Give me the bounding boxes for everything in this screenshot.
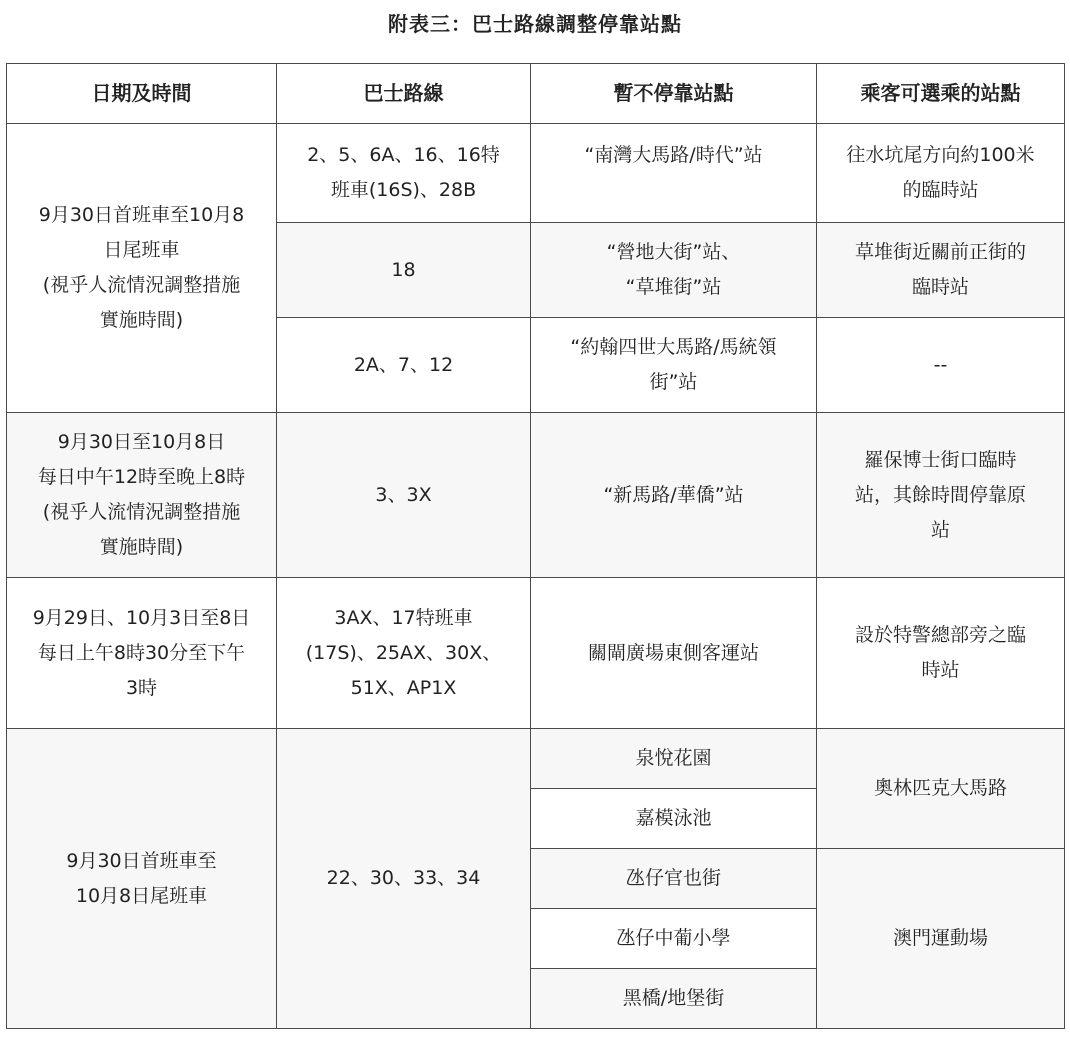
table-row xyxy=(7,124,1065,223)
routes-cell: 18 xyxy=(277,223,531,318)
skip-stop-cell: 泉悅花園 xyxy=(531,729,817,789)
skip-stop-cell: “約翰四世大馬路/馬統領 街”站 xyxy=(531,318,817,413)
skip-stop-cell: “新馬路/華僑”站 xyxy=(531,413,817,578)
skip-stop-cell: 嘉模泳池 xyxy=(531,789,817,849)
routes-cell: 2、5、6A、16、16特 班車(16S)、28B xyxy=(277,124,531,223)
alt-stop-cell: 往水坑尾方向約100米 的臨時站 xyxy=(817,124,1065,223)
header-row xyxy=(7,64,1065,124)
table-title: 附表三：巴士路線調整停靠站點 xyxy=(388,12,682,36)
routes-cell: 3、3X xyxy=(277,413,531,578)
header-date: 日期及時間 xyxy=(7,64,277,124)
alt-stop-cell: 羅保博士街口臨時 站，其餘時間停靠原 站 xyxy=(817,413,1065,578)
routes-cell: 3AX、17特班車 (17S)、25AX、30X、 51X、AP1X xyxy=(277,578,531,729)
date-cell: 9月30日首班車至 10月8日尾班車 xyxy=(7,729,277,1029)
skip-stop-cell: “營地大街”站、 “草堆街”站 xyxy=(531,223,817,318)
header-skip-stops: 暫不停靠站點 xyxy=(531,64,817,124)
table-row xyxy=(7,729,1065,789)
skip-stop-cell: 氹仔中葡小學 xyxy=(531,909,817,969)
date-cell: 9月30日至10月8日 每日中午12時至晚上8時 (視乎人流情況調整措施 實施時間) xyxy=(7,413,277,578)
skip-stop-cell: 黑橋/地堡街 xyxy=(531,969,817,1029)
alt-stop-cell: -- xyxy=(817,318,1065,413)
routes-cell: 22、30、33、34 xyxy=(277,729,531,1029)
table-row xyxy=(7,578,1065,729)
date-cell: 9月30日首班車至10月8 日尾班車 (視乎人流情況調整措施 實施時間) xyxy=(7,124,277,413)
routes-cell: 2A、7、12 xyxy=(277,318,531,413)
table-row xyxy=(7,413,1065,578)
alt-stop-cell: 草堆街近關前正街的 臨時站 xyxy=(817,223,1065,318)
alt-stop-cell: 澳門運動場 xyxy=(817,849,1065,1029)
header-routes: 巴士路線 xyxy=(277,64,531,124)
skip-stop-cell: 關閘廣場東側客運站 xyxy=(531,578,817,729)
skip-stop-cell: 氹仔官也街 xyxy=(531,849,817,909)
alt-stop-cell: 設於特警總部旁之臨 時站 xyxy=(817,578,1065,729)
skip-stop-cell: “南灣大馬路/時代”站 xyxy=(531,124,817,223)
date-cell: 9月29日、10月3日至8日 每日上午8時30分至下午 3時 xyxy=(7,578,277,729)
bus-route-table xyxy=(6,63,1065,1029)
header-alternative-stops: 乘客可選乘的站點 xyxy=(817,64,1065,124)
alt-stop-cell: 奧林匹克大馬路 xyxy=(817,729,1065,849)
